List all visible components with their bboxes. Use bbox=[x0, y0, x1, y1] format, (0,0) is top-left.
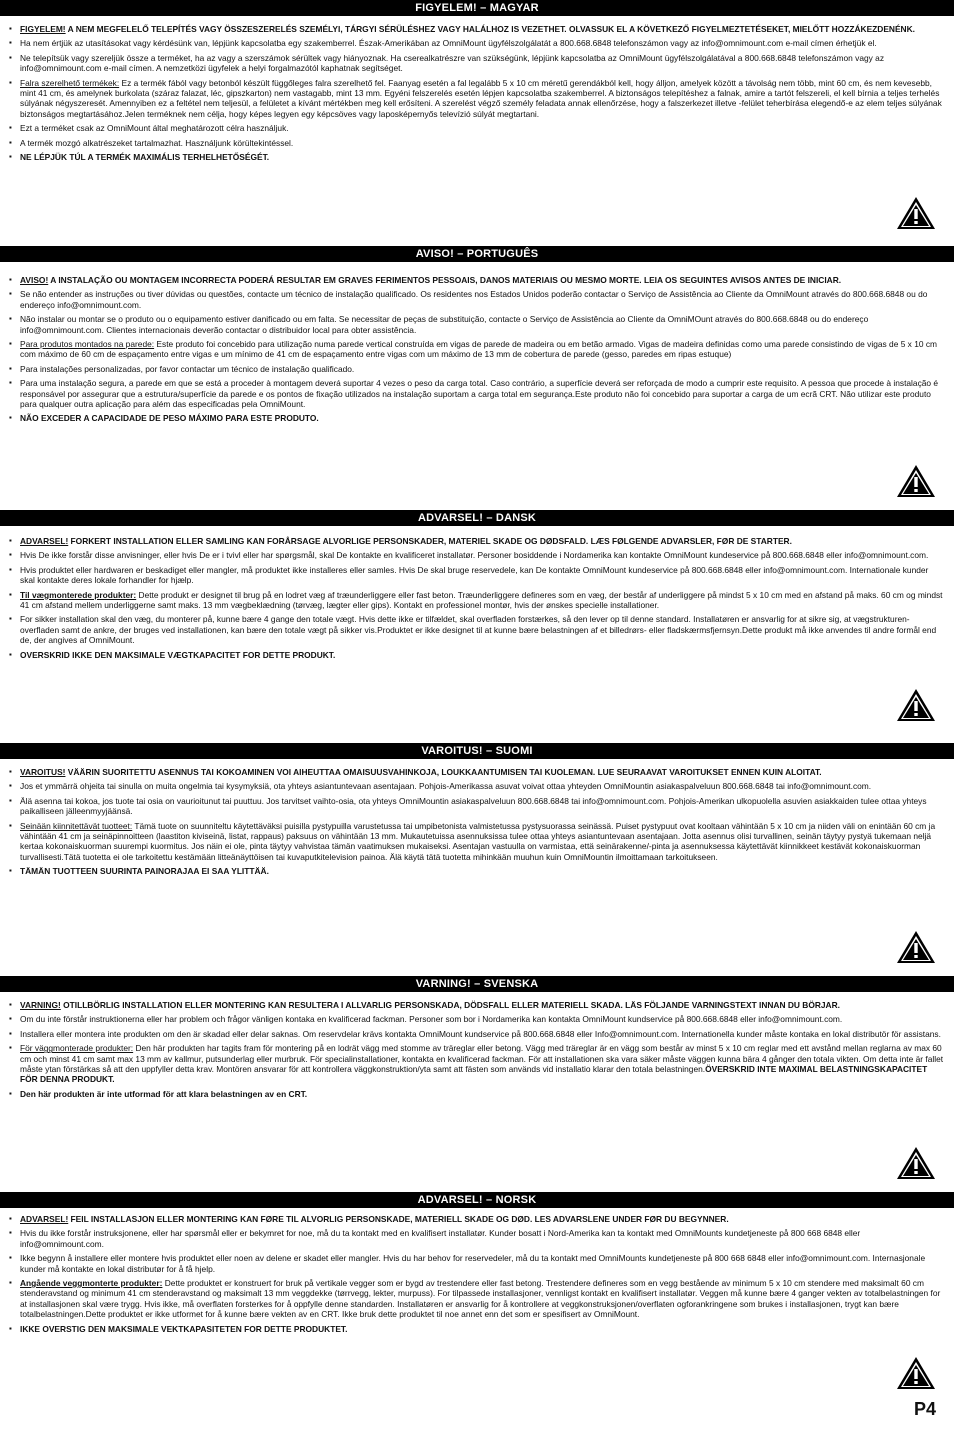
warning-triangle-icon bbox=[896, 1146, 936, 1180]
page-number: P4 bbox=[913, 1399, 936, 1419]
section-title: VARNING! – SVENSKA bbox=[0, 976, 954, 992]
item-text: Hvis du ikke forstår instruksjonene, eller har spørsmål eller er bekymret for noe, må du ta kontakt med en kvalifisert installatør. Kunder bosatt i Nord-Amerika kan ta kontakt med OmniMounts kundetjeneste på 800 668 6848 eller info@omnimount.com. bbox=[20, 1228, 861, 1249]
warning-list bbox=[0, 536, 954, 660]
item-text: NE LÉPJÜK TÚL A TERMÉK MAXIMÁLIS TERHELHETŐSÉGÉT. bbox=[20, 152, 270, 163]
item-lead: Seinään kiinnitettävät tuotteet: bbox=[20, 820, 133, 831]
warning-list bbox=[0, 1000, 954, 1099]
section-title: AVISO! – PORTUGUÊS bbox=[0, 246, 954, 262]
list-item bbox=[20, 550, 944, 560]
item-text: Dette produktet er konstruert for bruk på vertikale vegger som er bygd av trestendere eller fast betong. Trestendere defineres som en vegg bestående av minimum 5 x 10 cm stendere med maksimalt 60 cm stenderavstand og minimum 41 cm stenderavstand og maksimalt 13 mm veggdekke (tørrvegg, lekter, murpuss). For tilpassede installasjoner, vennligst kontakt en kvalifisert installatør. Veggen må kunne bære 4 ganger vekten av totalbelastningen for at installasjonen skal være trygg. Hvis ikke, må overflaten forsterkes for å oppfylle denne standarden. Installatøren er ansvarlig for å kontrollere at veggkonstruksjonen/overflaten ogforankringene som brukes i installasjonen, trygt kan bære totalbelastningen.Dette produktet er ikke utformet for å kunne bære vekten av en CRT. Ikke bruk dette produktet til noe annet enn det som er spesifisert av OmniMount. bbox=[20, 1278, 941, 1320]
item-text: Se não entender as instruções ou tiver dúvidas ou questões, contacte um técnico de instalação qualificado. Os residentes nos Estados Unidos poderão contactar o Serviço de Assistência ao Cliente da OmniMount através do 800.668.6848 ou do endereço info@omnimount.com. bbox=[20, 289, 928, 310]
item-text: Para uma instalação segura, a parede em que se está a proceder à montagem deverá suportar 4 vezes o peso da carga total. Caso contrário, a superfície deverá ser reforçada de modo a cumprir este requisito. A pessoa que procede à instalação é responsável por assegurar que a estrutura/superfície da parede e os pontos de fixação utilizados na instalação suportam a carga total em segurança.Este produto não foi concebido para suportar a carga de um ecrã CRT. Não utilizar este produto para qualquer outra aplicação para além das especificadas pela OmniMount. bbox=[20, 378, 939, 410]
section-title: FIGYELEM! – MAGYAR bbox=[0, 0, 954, 16]
list-item bbox=[20, 339, 944, 360]
section-suomi bbox=[0, 743, 954, 881]
list-item bbox=[20, 1324, 944, 1334]
item-text: Jos et ymmärrä ohjeita tai sinulla on muita ongelmia tai kysymyksiä, ota yhteys asiantuntevaan asentajaan. Pohjois-Amerikassa asuvat voivat ottaa yhteyden OmniMountin asiakaspalveluun 800.668.6848 tai info@omnimount.com. bbox=[20, 781, 872, 792]
warning-list bbox=[0, 767, 954, 877]
list-item bbox=[20, 138, 944, 148]
item-text: Den här produkten har tagits fram för montering på en lodrät vägg med stomme av träreglar eller betong. Vägg med träreglar är en vägg som består av minst 5 x 10 cm reglar med ett avstånd mellan reglarna av max 60 cm och minst 41 cm samt max 13 mm av kallmur, putsunderlag eller murbruk. För specialinstallationer, kontakta en kvalificerad fackman. För att installationen ska vara säker måste väggen kunna bära 4 gånger den totala vikten. Om detta inte är fallet måste ytan förstärkas så att den uppfyller detta krav. Montören ansvarar för att kontrollera väggkonstruktion/yta samt att fästen som används vid installatio klarar den totala belastningen. bbox=[20, 1043, 944, 1075]
list-item bbox=[20, 53, 944, 74]
item-lead: Falra szerelhető termékek: bbox=[20, 77, 120, 88]
item-lead: För väggmonterade produkter: bbox=[20, 1043, 134, 1054]
list-item bbox=[20, 767, 944, 777]
list-item bbox=[20, 796, 944, 817]
warning-list bbox=[0, 275, 954, 424]
list-item bbox=[20, 378, 944, 409]
warning-triangle-icon bbox=[896, 1356, 936, 1390]
item-text: FEIL INSTALLASJON ELLER MONTERING KAN FØRE TIL ALVORLIG PERSONSKADE, MATERIELL SKADE OG DØD. LES ADVARSLENE UNDER FØR DU BEGYNNER. bbox=[68, 1214, 729, 1224]
item-text: Ha nem értjük az utasításokat vagy kérdésünk van, lépjünk kapcsolatba egy szakemberrel. Észak-Amerikában az OmniMount ügyfélszolgálatát a 800.668.6848 telefonszámon vagy az info@omnimount.com e-mail címen érhetjük el. bbox=[20, 38, 877, 49]
list-item bbox=[20, 123, 944, 133]
item-text: VÄÄRIN SUORITETTU ASENNUS TAI KOKOAMINEN VOI AIHEUTTAA OMAISUUSVAHINKOJA, LOUKKAANTUMISEN TAI KUOLEMAN. LUE SEURAAVAT VAROITUKSET ENNEN KUIN ALOITAT. bbox=[65, 767, 822, 777]
list-item bbox=[20, 314, 944, 335]
item-text: Dette produkt er designet til brug på en lodret væg af træunderliggere eller fast beton. Træunderliggere defineres som en væg, der består af underliggere på mindst 5 x 10 cm med en afstand på maks. 60 cm og mindst 41 cm afstand mellem underliggerne samt maks. 13 mm vægbeklædning (tørvæg, lægter eller gips). Kontakt en professionel montør, hvis der ønskes specielle installationer. bbox=[20, 589, 943, 611]
item-text: Não instalar ou montar se o produto ou o equipamento estiver danificado ou em falta. Se necessitar de peças de substituição, contacte o Serviço de Assistência ao Cliente da OmniMOunt através do 800.668.6848 ou do endereço info@omnimount.com. Clientes internacionais deverão contactar o distribuidor local para obter assistência. bbox=[20, 314, 869, 335]
item-text: Om du inte förstår instruktionerna eller har problem och frågor vänligen kontaka en kvalificerad fackman. Personer som bor i Nordamerika kan kontakta OmniMount kundservice på 800.668.6848 eller info@omnimount.com. bbox=[20, 1014, 843, 1025]
item-lead: FIGYELEM! bbox=[20, 24, 66, 34]
warning-triangle-icon bbox=[896, 464, 936, 498]
section-title: ADVARSEL! – DANSK bbox=[0, 510, 954, 526]
item-text: A termék mozgó alkatrészeket tartalmazhat. Használjunk körültekintéssel. bbox=[20, 137, 294, 148]
list-item bbox=[20, 650, 944, 660]
warning-list bbox=[0, 24, 954, 162]
warning-list bbox=[0, 1214, 954, 1334]
item-text: Tämä tuote on suunniteltu käytettäväksi puisilla pystypuilla varustetussa tai umpibetonista valmistetussa pystysuorassa seinässä. Puiset pystypuut ovat kooltaan vähintään 5 x 10 cm ja niiden väli on enintään 60 cm ja vähintään 41 cm ja seinäpinnoitteen (laastiton kiviseinä, listat, rappaus) paksuus on vähintään 13 mm. Mukautetuissa asennuksissa tulee ottaa yhteys asiantuntevaan asentajaan. Jotta asennus olisi turvallinen, seinän täytyy pystyä tukemaan neljä kertaa kokonaiskuorman suurempi kuormitus. Jos näin ei ole, pinta täytyy vahvistaa tämän vaatimuksen mukaiseksi. Asentajan vastuulla on varmistaa, että seinärakenne/-pinta ja asennuksessa käytettävät kiinnikkeet kestävät kokonaiskuorman turvallisesti.Tätä tuotetta ei ole tarkoitettu kestämään litteänäyttöisen tai kuvaputkitelevision painoa. Älä käytä tätä tuotetta mihinkään muuhun kuin OmniMountin ilmoittamaan tarkoitukseen. bbox=[20, 820, 936, 862]
section-title: VAROITUS! – SUOMI bbox=[0, 743, 954, 759]
warning-triangle-icon bbox=[896, 688, 936, 722]
item-lead: Til vægmonterede produkter: bbox=[20, 589, 137, 600]
item-text: A NEM MEGFELELŐ TELEPÍTÉS VAGY ÖSSZESZERELÉS SZEMÉLYI, TÁRGYI SÉRÜLÉSHEZ VAGY HALÁLHOZ IS VEZETHET. OLVASSUK EL A KÖVETKEZŐ FIGYELMEZTETÉSEKET, MIELŐTT HOZZÁKEZDENÉNK. bbox=[65, 24, 915, 34]
list-item bbox=[20, 565, 944, 586]
item-text: Hvis De ikke forstår disse anvisninger, eller hvis De er i tvivl eller har spørgsmål, skal De kontakte en kvalificeret installatør. Personer bosiddende i Nordamerika kan kontakte OmniMount kundeservice på 800.668.6848 eller info@omnimount.com. bbox=[20, 550, 929, 561]
item-text: Installera eller montera inte produkten om den är skadad eller delar saknas. Om reservdelar krävs kontakta OmniMount kundservice på 800.668.6848 eller Info@omnimount.com. Internationella kunder måste kontaka en lokal distributör för assistans. bbox=[20, 1028, 941, 1039]
item-lead: ADVARSEL! bbox=[20, 1214, 69, 1224]
item-lead: Para produtos montados na parede: bbox=[20, 339, 155, 350]
item-lead: Angående veggmonterte produkter: bbox=[20, 1278, 163, 1289]
list-item bbox=[20, 781, 944, 791]
list-item bbox=[20, 1043, 944, 1085]
item-text: OVERSKRID IKKE DEN MAKSIMALE VÆGTKAPACITET FOR DETTE PRODUKT. bbox=[20, 649, 336, 660]
item-text: Den här produkten är inte utformad för att klara belastningen av en CRT. bbox=[20, 1088, 308, 1099]
list-item bbox=[20, 78, 944, 120]
item-tail: ÖVERSKRID INTE MAXIMAL BELASTNINGSKAPACITET FÖR DENNA PRODUKT. bbox=[20, 1064, 928, 1085]
list-item bbox=[20, 821, 944, 863]
item-lead: VAROITUS! bbox=[20, 767, 66, 777]
list-item bbox=[20, 1278, 944, 1320]
list-item bbox=[20, 413, 944, 423]
item-text: Hvis produktet eller hardwaren er beskadiget eller mangler, må produktet ikke installeres eller samles. Hvis De skal bruge reservedele, kan De kontakte OmniMount kundeservice på 800.668.6848 eller info@omnimount.com. Internationale kunder skal kontakte deres lokale forhandler for hjælp. bbox=[20, 564, 929, 586]
list-item bbox=[20, 614, 944, 645]
list-item bbox=[20, 1253, 944, 1274]
section-magyar bbox=[0, 0, 954, 166]
item-text: For sikker installation skal den væg, du monterer på, kunne bære 4 gange den totale vægt. Hvis dette ikke er tilfældet, skal overfladen forstærkes, så den lever op til denne standard. Installatøren er ansvarlig for at sikre sig, at vægstrukturen-overfladen samt de ankre, der bruges ved installationen, kan bære den totale vægt på sikker vis.Produktet er ikke designet til at kunne bære belastningen af et billedrørs- eller fladskærmsfjernsyn.Dette produkt må ikke anvendes til andre formål end de, der angives af OmniMount. bbox=[20, 614, 937, 646]
item-text: Ezt a terméket csak az OmniMount által meghatározott célra használjuk. bbox=[20, 123, 289, 134]
list-item bbox=[20, 38, 944, 48]
list-item bbox=[20, 1228, 944, 1249]
list-item bbox=[20, 866, 944, 876]
item-lead: AVISO! bbox=[20, 275, 49, 285]
warning-triangle-icon bbox=[896, 196, 936, 230]
list-item bbox=[20, 1089, 944, 1099]
list-item bbox=[20, 152, 944, 162]
list-item bbox=[20, 1214, 944, 1224]
item-text: Ez a termék fából vagy betonból készült függőleges falra szerelhető fel. Faanyag esetén a fal legalább 5 x 10 cm méretű gerendákból kell, hogy álljon, amelyek között a távolság nem több, mint 60 cm, és nem kevesebb, mint 41 cm, és amelynek burkolata (száraz falazat, léc, gipszkarton) nem vastagabb, mint 13 mm. Egyéni felszerelés esetén lépjen kapcsolatba szakemberrel. A biztonságos telepítéshez a falnak, amire a tartót felszereli, el kell bírnia a teljes terhelés súlyának négyszeresét. Amennyiben ez a feltétel nem teljesül, a felületet a kívánt mértékben meg kell erősíteni. A szerelést végző személy feladata annak ellenőrzése, hogy a falszerkezet illetve -felület teherbírása elegendő-e az elem teljes súlyának biztonságos megtartásához.Jelen terméknek nem célja, hogy képes legyen egy képcsöves vagy laposképernyős televízió súlyát megtartani. bbox=[20, 77, 942, 119]
item-text: Para instalações personalizadas, por favor contactar um técnico de instalação qualificado. bbox=[20, 363, 355, 374]
list-item bbox=[20, 275, 944, 285]
item-text: Ikke begynn å installere eller montere hvis produktet eller noen av delene er skadet eller mangler. Hvis du har behov for reservedeler, må du ta kontakt med OmniMounts kundetjeneste på 800 668 6848 eller info@omnimount.com. Internasjonale kunder må kontakte en lokal distributør for å få hjelp. bbox=[20, 1253, 926, 1274]
list-item bbox=[20, 1014, 944, 1024]
item-lead: VARNING! bbox=[20, 1000, 61, 1010]
item-text: Älä asenna tai kokoa, jos tuote tai osia on vaurioitunut tai puuttuu. Jos tarvitset vaihto-osia, ota yhteys OmniMountin asiakaspalveluun 800.668.6848 tai info@omnimount.com. Pohjois-Amerikan ulkopuolella asuvien asiakkaiden tulee ottaa yhteys paikalliseen jälleenmyyjäänsä. bbox=[20, 795, 927, 817]
section-title: ADVARSEL! – NORSK bbox=[0, 1192, 954, 1208]
item-text: Ne telepítsük vagy szereljük össze a terméket, ha az vagy a szerszámok sérültek vagy hiányoznak. Ha cserealkatrészre van szükségünk, lépjünk kapcsolatba az OmniMount ügyfélszolgálatával a 800.668.6848 telefonszámon vagy az info@omnimount.com e-mail címen. A nemzetközi ügyfelek a helyi forgalmazótól kaphatnak segítséget. bbox=[20, 52, 885, 74]
list-item bbox=[20, 536, 944, 546]
warning-triangle-icon bbox=[896, 930, 936, 964]
item-text: FORKERT INSTALLATION ELLER SAMLING KAN FORÅRSAGE ALVORLIGE PERSONSKADER, MATERIEL SKADE OG DØDSFALD. LÆS FØLGENDE ADVARSLER, FØR DE STARTER. bbox=[68, 536, 792, 546]
item-text: NÃO EXCEDER A CAPACIDADE DE PESO MÁXIMO PARA ESTE PRODUTO. bbox=[20, 413, 319, 424]
list-item bbox=[20, 364, 944, 374]
item-lead: ADVARSEL! bbox=[20, 536, 69, 546]
list-item bbox=[20, 289, 944, 310]
section-dansk bbox=[0, 510, 954, 664]
list-item bbox=[20, 590, 944, 611]
item-text: Este produto foi concebido para utilização numa parede vertical construída em vigas de parede de madeira ou em betão armado. Vigas de madeira definidas como uma parede consistindo de vigas de 5 x 10 cm com máximo de 60 cm de espaçamento entre vigas e um mínimo de 41 cm de espaçamento entre vigas com um máximo de 13 mm de cobertura de parede (gesso, paredes em ripas estuque) bbox=[20, 339, 937, 360]
item-text: A INSTALAÇÃO OU MONTAGEM INCORRECTA PODERÁ RESULTAR EM GRAVES FERIMENTOS PESSOAIS, DANOS MATERIAIS OU MESMO MORTE. LEIA OS SEGUINTES AVISOS ANTES DE INICIAR. bbox=[48, 275, 842, 285]
item-text: TÄMÄN TUOTTEEN SUURINTA PAINORAJAA EI SAA YLITTÄÄ. bbox=[20, 866, 269, 877]
item-text: OTILLBÖRLIG INSTALLATION ELLER MONTERING KAN RESULTERA I ALLVARLIG PERSONSKADA, DÖDSFALL ELLER MATERIELL SKADA. LÄS FÖLJANDE VARNINGSTEXT INNAN DU BÖRJAR. bbox=[60, 1000, 840, 1010]
list-item bbox=[20, 24, 944, 34]
item-text: IKKE OVERSTIG DEN MAKSIMALE VEKTKAPASITETEN FOR DETTE PRODUKTET. bbox=[20, 1323, 348, 1334]
section-norsk bbox=[0, 1192, 954, 1338]
section-portugues bbox=[0, 246, 954, 428]
list-item bbox=[20, 1000, 944, 1010]
list-item bbox=[20, 1029, 944, 1039]
section-svenska bbox=[0, 976, 954, 1103]
